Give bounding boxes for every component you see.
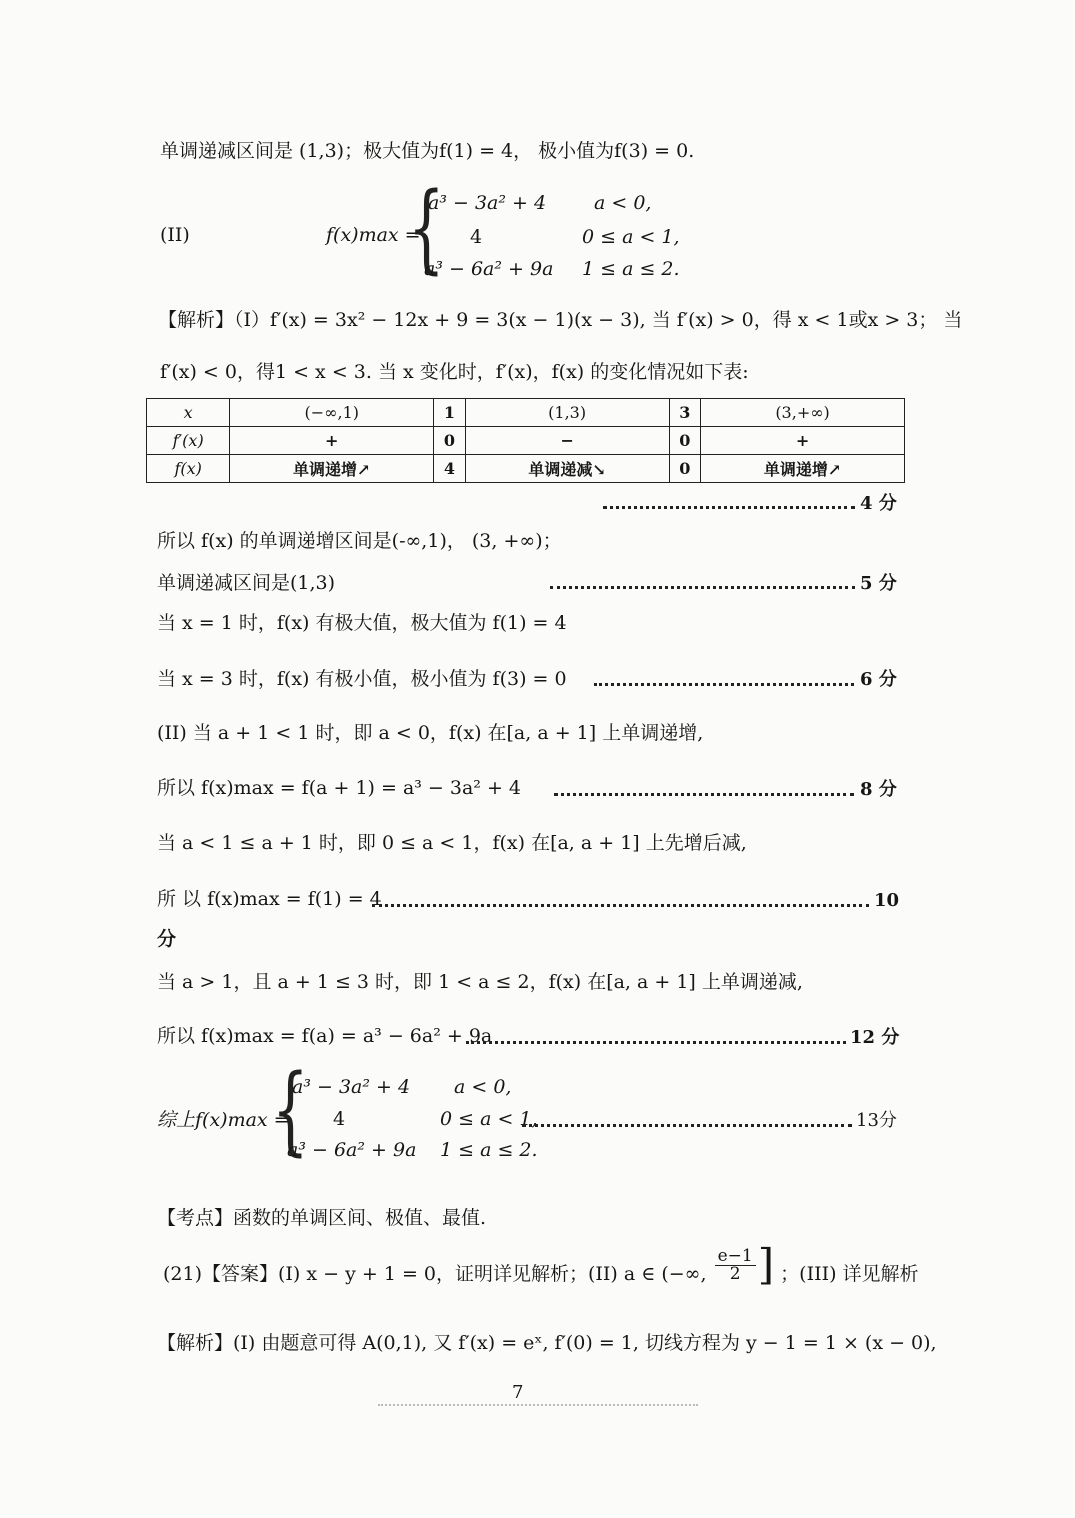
leader-dots bbox=[372, 904, 869, 907]
text-maximum: 当 x = 1 时，f(x) 有极大值，极大值为 f(1) = 4 bbox=[157, 612, 567, 634]
text-case-2: 当 a < 1 ≤ a + 1 时，即 0 ≤ a < 1，f(x) 在[a, a + 1] 上先增后减, bbox=[157, 832, 747, 854]
text-case-1-result: 所以 f(x)max = f(a + 1) = a³ − 3a² + 4 bbox=[157, 777, 522, 799]
table-cell: + bbox=[701, 427, 905, 455]
text-minimum: 当 x = 3 时，f(x) 有极小值，极小值为 f(3) = 0 bbox=[157, 668, 567, 690]
table-row bbox=[147, 399, 905, 427]
table-cell: x bbox=[147, 399, 230, 427]
table-cell: 单调递增↗ bbox=[230, 455, 434, 483]
text-q21-answer bbox=[163, 1240, 919, 1289]
case3-cond: 1 ≤ a ≤ 2. bbox=[582, 258, 680, 280]
table-cell: 1 bbox=[434, 399, 466, 427]
left-brace-icon: { bbox=[408, 172, 445, 284]
table-cell: 0 bbox=[669, 455, 701, 483]
summary-case2-cond: 0 ≤ a < 1, bbox=[440, 1108, 538, 1130]
text-case-3: 当 a > 1，且 a + 1 ≤ 3 时，即 1 < a ≤ 2，f(x) 在[a, a + 1] 上单调递减, bbox=[157, 971, 803, 993]
table-cell: (3,+∞) bbox=[701, 399, 905, 427]
leader-dots bbox=[554, 793, 854, 796]
text-kaodian: 【考点】函数的单调区间、极值、最值. bbox=[157, 1207, 487, 1229]
table-cell: f(x) bbox=[147, 455, 230, 483]
leader-dots bbox=[594, 683, 854, 686]
score-mark: 10 bbox=[874, 890, 900, 911]
table-cell: f′(x) bbox=[147, 427, 230, 455]
summary-case2-expr: 4 bbox=[333, 1108, 346, 1130]
text-q21-analysis: 【解析】(I) 由题意可得 A(0,1), 又 f′(x) = eˣ, f′(0) = 1, 切线方程为 y − 1 = 1 × (x − 0), bbox=[157, 1332, 937, 1354]
page-number: 7 bbox=[512, 1382, 524, 1403]
fraction bbox=[715, 1245, 756, 1284]
part2-label: (II) bbox=[160, 224, 190, 246]
table-cell: 0 bbox=[669, 427, 701, 455]
case2-cond: 0 ≤ a < 1, bbox=[582, 226, 680, 248]
variation-table bbox=[146, 398, 905, 483]
table-cell: (1,3) bbox=[465, 399, 669, 427]
score-mark: 4 分 bbox=[860, 493, 897, 514]
leader-dots bbox=[522, 1124, 852, 1127]
summary-case1-expr: a³ − 3a² + 4 bbox=[292, 1076, 411, 1098]
text-line-decreasing-interval: 单调递减区间是 (1,3)；极大值为f(1) = 4， 极小值为f(3) = 0. bbox=[160, 140, 695, 162]
case1-cond: a < 0, bbox=[594, 192, 652, 214]
table-row bbox=[147, 427, 905, 455]
case1-expr: a³ − 3a² + 4 bbox=[428, 192, 547, 214]
footer-rule bbox=[378, 1404, 698, 1406]
leader-dots bbox=[550, 586, 855, 589]
case3-expr: a³ − 6a² + 9a bbox=[424, 258, 554, 280]
table-cell: (−∞,1) bbox=[230, 399, 434, 427]
summary-case3-expr: a³ − 6a² + 9a bbox=[287, 1139, 417, 1161]
table-cell: 单调递减↘ bbox=[465, 455, 669, 483]
text-case-1: (II) 当 a + 1 < 1 时，即 a < 0，f(x) 在[a, a + 1] 上单调递增, bbox=[157, 722, 704, 744]
case2-expr: 4 bbox=[470, 226, 483, 248]
analysis-line-1: 【解析】（I）f′(x) = 3x² − 12x + 9 = 3(x − 1)(x − 3), 当 f′(x) > 0，得 x < 1或x > 3； 当 bbox=[158, 309, 963, 331]
score-unit: 分 bbox=[157, 928, 177, 950]
table-cell: 3 bbox=[669, 399, 701, 427]
score-mark: 13分 bbox=[856, 1110, 897, 1131]
summary-case1-cond: a < 0, bbox=[454, 1076, 512, 1098]
q21-answer-part-b: ；(III) 详见解析 bbox=[780, 1263, 919, 1285]
left-brace-icon: { bbox=[272, 1054, 309, 1166]
table-cell: 4 bbox=[434, 455, 466, 483]
fraction-denominator: 2 bbox=[729, 1263, 741, 1284]
table-row bbox=[147, 455, 905, 483]
analysis-line-2: f′(x) < 0，得1 < x < 3. 当 x 变化时，f′(x)，f(x) 的变化情况如下表: bbox=[160, 361, 749, 383]
summary-case3-cond: 1 ≤ a ≤ 2. bbox=[440, 1139, 538, 1161]
score-mark: 12 分 bbox=[850, 1027, 900, 1048]
text-decreasing-interval: 单调递减区间是(1,3) bbox=[157, 572, 336, 594]
summary-lhs: 综上f(x)max = bbox=[157, 1109, 290, 1131]
table-cell: 0 bbox=[434, 427, 466, 455]
table-cell: 单调递增↗ bbox=[701, 455, 905, 483]
table-cell: + bbox=[230, 427, 434, 455]
fmax-lhs: f(x)max = bbox=[326, 224, 421, 246]
text-case-2-result: 所 以 f(x)max = f(1) = 4 bbox=[157, 888, 382, 910]
right-bracket-icon: ] bbox=[757, 1240, 775, 1289]
fraction-numerator: e−1 bbox=[715, 1248, 756, 1266]
score-mark: 6 分 bbox=[860, 669, 897, 690]
text-case-3-result: 所以 f(x)max = f(a) = a³ − 6a² + 9a bbox=[157, 1025, 493, 1047]
table-cell: − bbox=[465, 427, 669, 455]
leader-dots bbox=[603, 506, 855, 509]
score-mark: 5 分 bbox=[860, 573, 897, 594]
score-mark: 8 分 bbox=[860, 779, 897, 800]
text-increasing-interval: 所以 f(x) 的单调递增区间是(-∞,1)， (3, +∞)； bbox=[157, 530, 562, 552]
leader-dots bbox=[466, 1041, 846, 1044]
q21-answer-part-a: (21)【答案】(I) x − y + 1 = 0，证明详见解析；(II) a ∈ (−∞, bbox=[163, 1263, 707, 1285]
